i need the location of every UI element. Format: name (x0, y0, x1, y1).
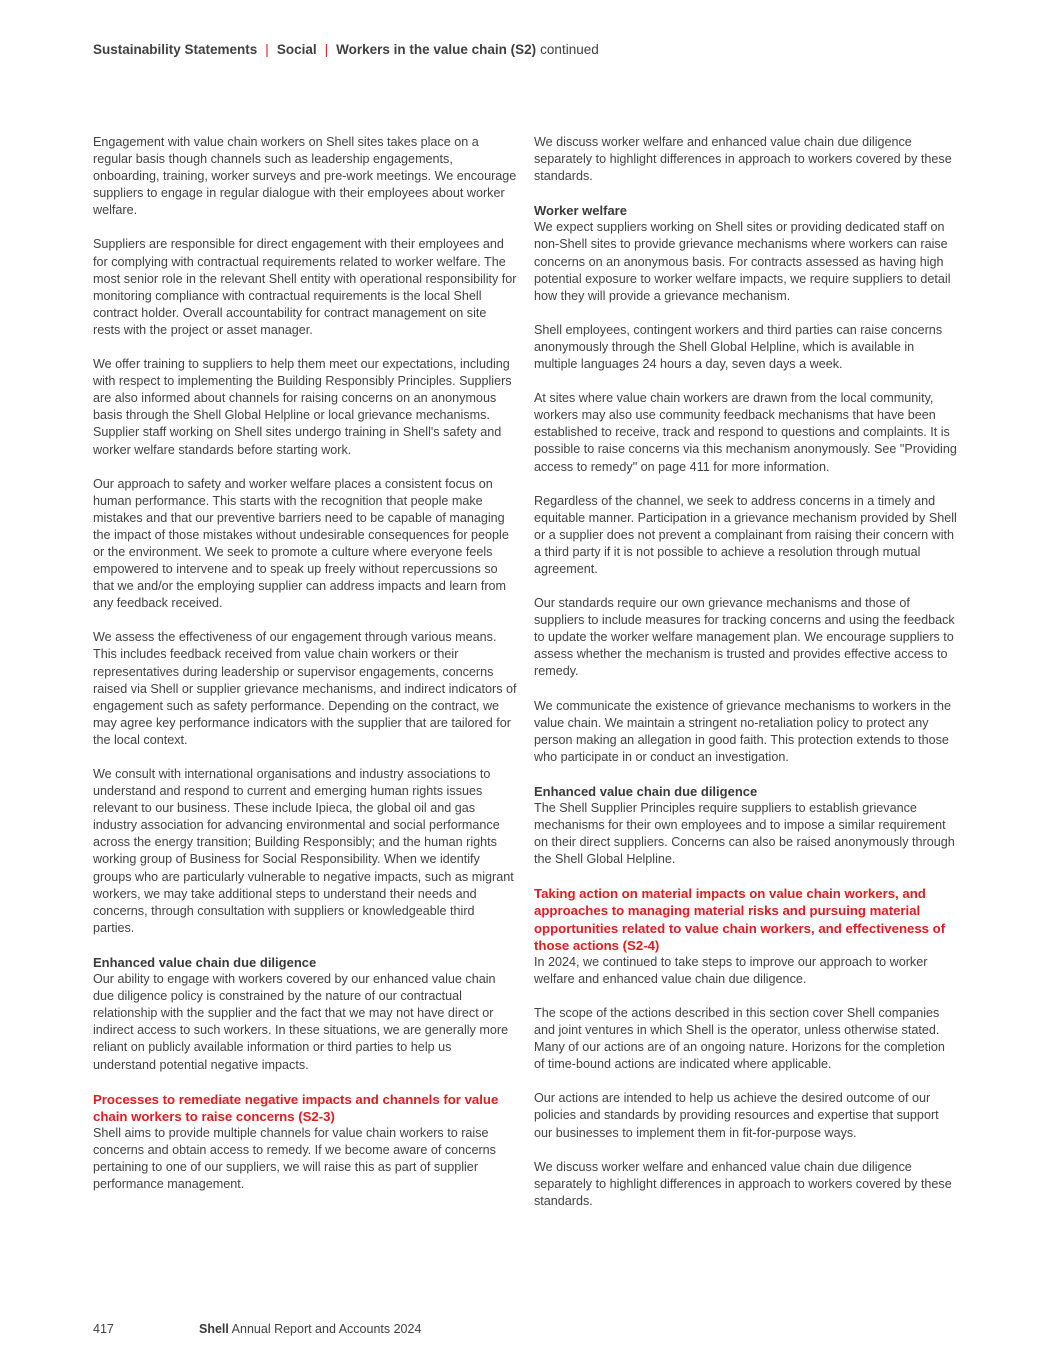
left-column (93, 134, 517, 1210)
subheading-enhanced-value-chain-due-diligence: Enhanced value chain due diligence (93, 954, 317, 970)
paragraph: We communicate the existence of grievance mechanisms to workers in the value chain. We maintain a stringent no-retaliation policy to protect any person making an allegation in good faith. This protection extends to those who participate in or conduct an investigation. (534, 698, 951, 764)
paragraph: We discuss worker welfare and enhanced value chain due diligence separately to highlight differences in approach to workers covered by these standards. (534, 135, 952, 184)
paragraph: Our actions are intended to help us achieve the desired outcome of our policies and standards by providing resources and expertise that support our businesses to implement them in fit-for-purpose ways. (534, 1091, 939, 1140)
paragraph: Suppliers are responsible for direct engagement with their employees and for complying with contractual requirements related to worker welfare. The most senior role in the relevant Shell entity with operational responsibility for monitoring compliance with contractual requirements is the local Shell contract holder. Overall accountability for contract management on site rests with the project or asset manager. (93, 237, 517, 337)
paragraph: The scope of the actions described in this section cover Shell companies and joint ventures in which Shell is the operator, unless otherwise stated. Many of our actions are of an ongoing nature. Horizons for the completion of time-bound actions are indicated where applicable. (534, 1005, 945, 1072)
paragraph: Shell aims to provide multiple channels for value chain workers to raise concerns and obtain access to remedy. If we become aware of concerns pertaining to one of our suppliers, we will raise this as part of supplier performance management. (93, 1125, 496, 1192)
page-footer (93, 1322, 421, 1336)
brand-name: Shell (199, 1322, 229, 1336)
paragraph: Our approach to safety and worker welfare places a consistent focus on human performance. This starts with the recognition that people make mistakes and that our preventive barriers need to be capable of managing the impact of those mistakes without undesirable consequences for people or the environment. We seek to promote a culture where everyone feels empowered to intervene and to speak up freely without repercussions so that we and/or the employing supplier can address impacts and learn from any feedback received. (93, 476, 509, 611)
paragraph: At sites where value chain workers are drawn from the local community, workers may also use community feedback mechanisms that have been established to receive, track and respond to questions and complaints. It is possible to raise concerns via this mechanism anonymously. See "Providing access to remedy" on page 411 for more information. (534, 391, 957, 474)
breadcrumb-separator: | (324, 42, 329, 57)
breadcrumb-sustainability-statements[interactable]: Sustainability Statements (93, 42, 258, 57)
section-heading-s2-3: Processes to remediate negative impacts and channels for value chain workers to raise concerns (S2-3) (93, 1091, 499, 1124)
paragraph: We consult with international organisations and industry associations to understand and respond to current and emerging human rights issues relevant to our business. These include Ipieca, the global oil and gas industry association for advancing environmental and social performance across the energy transition; Building Responsibly; and the human rights working group of Business for Social Responsibility. When we identify groups who are particularly vulnerable to negative impacts, such as migrant workers, we may take additional steps to understand their needs and concerns, through consultation with suppliers or knowledgeable third parties. (93, 767, 514, 935)
paragraph: Engagement with value chain workers on Shell sites takes place on a regular basis though channels such as leadership engagements, onboarding, training, worker surveys and pre-work meetings. We encourage suppliers to engage in regular dialogue with their employees about worker welfare. (93, 135, 517, 218)
paragraph: In 2024, we continued to take steps to improve our approach to worker welfare and enhanced value chain due diligence. (534, 954, 928, 986)
subheading-worker-welfare: Worker welfare (534, 203, 627, 219)
breadcrumb (93, 42, 599, 57)
paragraph: Our standards require our own grievance mechanisms and those of suppliers to include measures for tracking concerns and using the feedback to update the worker welfare management plan. We encourage suppliers to assess whether the mechanism is trusted and provides effective access to remedy. (534, 596, 955, 679)
paragraph: The Shell Supplier Principles require suppliers to establish grievance mechanisms for their own employees and to impose a similar requirement on their direct suppliers. Concerns can also be raised anonymously through the Shell Global Helpline. (534, 801, 955, 867)
breadcrumb-social[interactable]: Social (276, 42, 317, 57)
report-title: Annual Report and Accounts 2024 (231, 1322, 422, 1336)
paragraph: We discuss worker welfare and enhanced value chain due diligence separately to highlight differences in approach to workers covered by these standards. (534, 1159, 952, 1208)
paragraph: Regardless of the channel, we seek to address concerns in a timely and equitable manner. Participation in a grievance mechanism provided by Shell or a supplier does not prevent a complainant from raising their concern with a third party if it is not possible to achieve a resolution through mutual agreement. (534, 493, 957, 576)
right-column (534, 134, 958, 1227)
breadcrumb-continued: continued (540, 42, 599, 57)
breadcrumb-workers-value-chain[interactable]: Workers in the value chain (S2) (336, 42, 537, 57)
paragraph: We offer training to suppliers to help them meet our expectations, including with respect to implementing the Building Responsibly Principles. Suppliers are also informed about channels for raising concerns on an anonymous basis through the Shell Global Helpline or local grievance mechanisms. Supplier staff working on Shell sites undergo training in Shell's safety and worker welfare standards before starting work. (93, 357, 512, 457)
paragraph: Our ability to engage with workers covered by our enhanced value chain due diligence policy is constrained by the nature of our contractual relationship with the supplier and the fact that we may not have direct or indirect access to such workers. In these situations, we are generally more reliant on publicly available information or third parties to help us understand potential negative impacts. (93, 972, 509, 1072)
paragraph: Shell employees, contingent workers and third parties can raise concerns anonymously through the Shell Global Helpline, which is available in multiple languages 24 hours a day, seven days a week. (534, 322, 943, 372)
breadcrumb-separator: | (265, 42, 269, 57)
subheading-enhanced-value-chain-due-diligence: Enhanced value chain due diligence (534, 783, 758, 799)
page-number: 417 (93, 1322, 114, 1336)
section-heading-s2-4: Taking action on material impacts on value chain workers, and approaches to managing material risks and pursuing material opportunities related to value chain workers, and effectiveness of those actions (S2-4) (534, 886, 946, 953)
paragraph: We expect suppliers working on Shell sites or providing dedicated staff on non-Shell sites to provide grievance mechanisms where workers can raise concerns on an anonymous basis. For contracts assessed as having high potential exposure to worker welfare impacts, we require suppliers to detail how they will provide a grievance mechanism. (534, 220, 951, 303)
paragraph: We assess the effectiveness of our engagement through various means. This includes feedback received from value chain workers or their representatives during leadership or supervisor engagements, concerns raised via Shell or supplier grievance mechanisms, and indirect indicators of engagement such as safety performance. Depending on the contract, we may agree key performance indicators with the supplier that are tailored for the local context. (93, 630, 517, 747)
